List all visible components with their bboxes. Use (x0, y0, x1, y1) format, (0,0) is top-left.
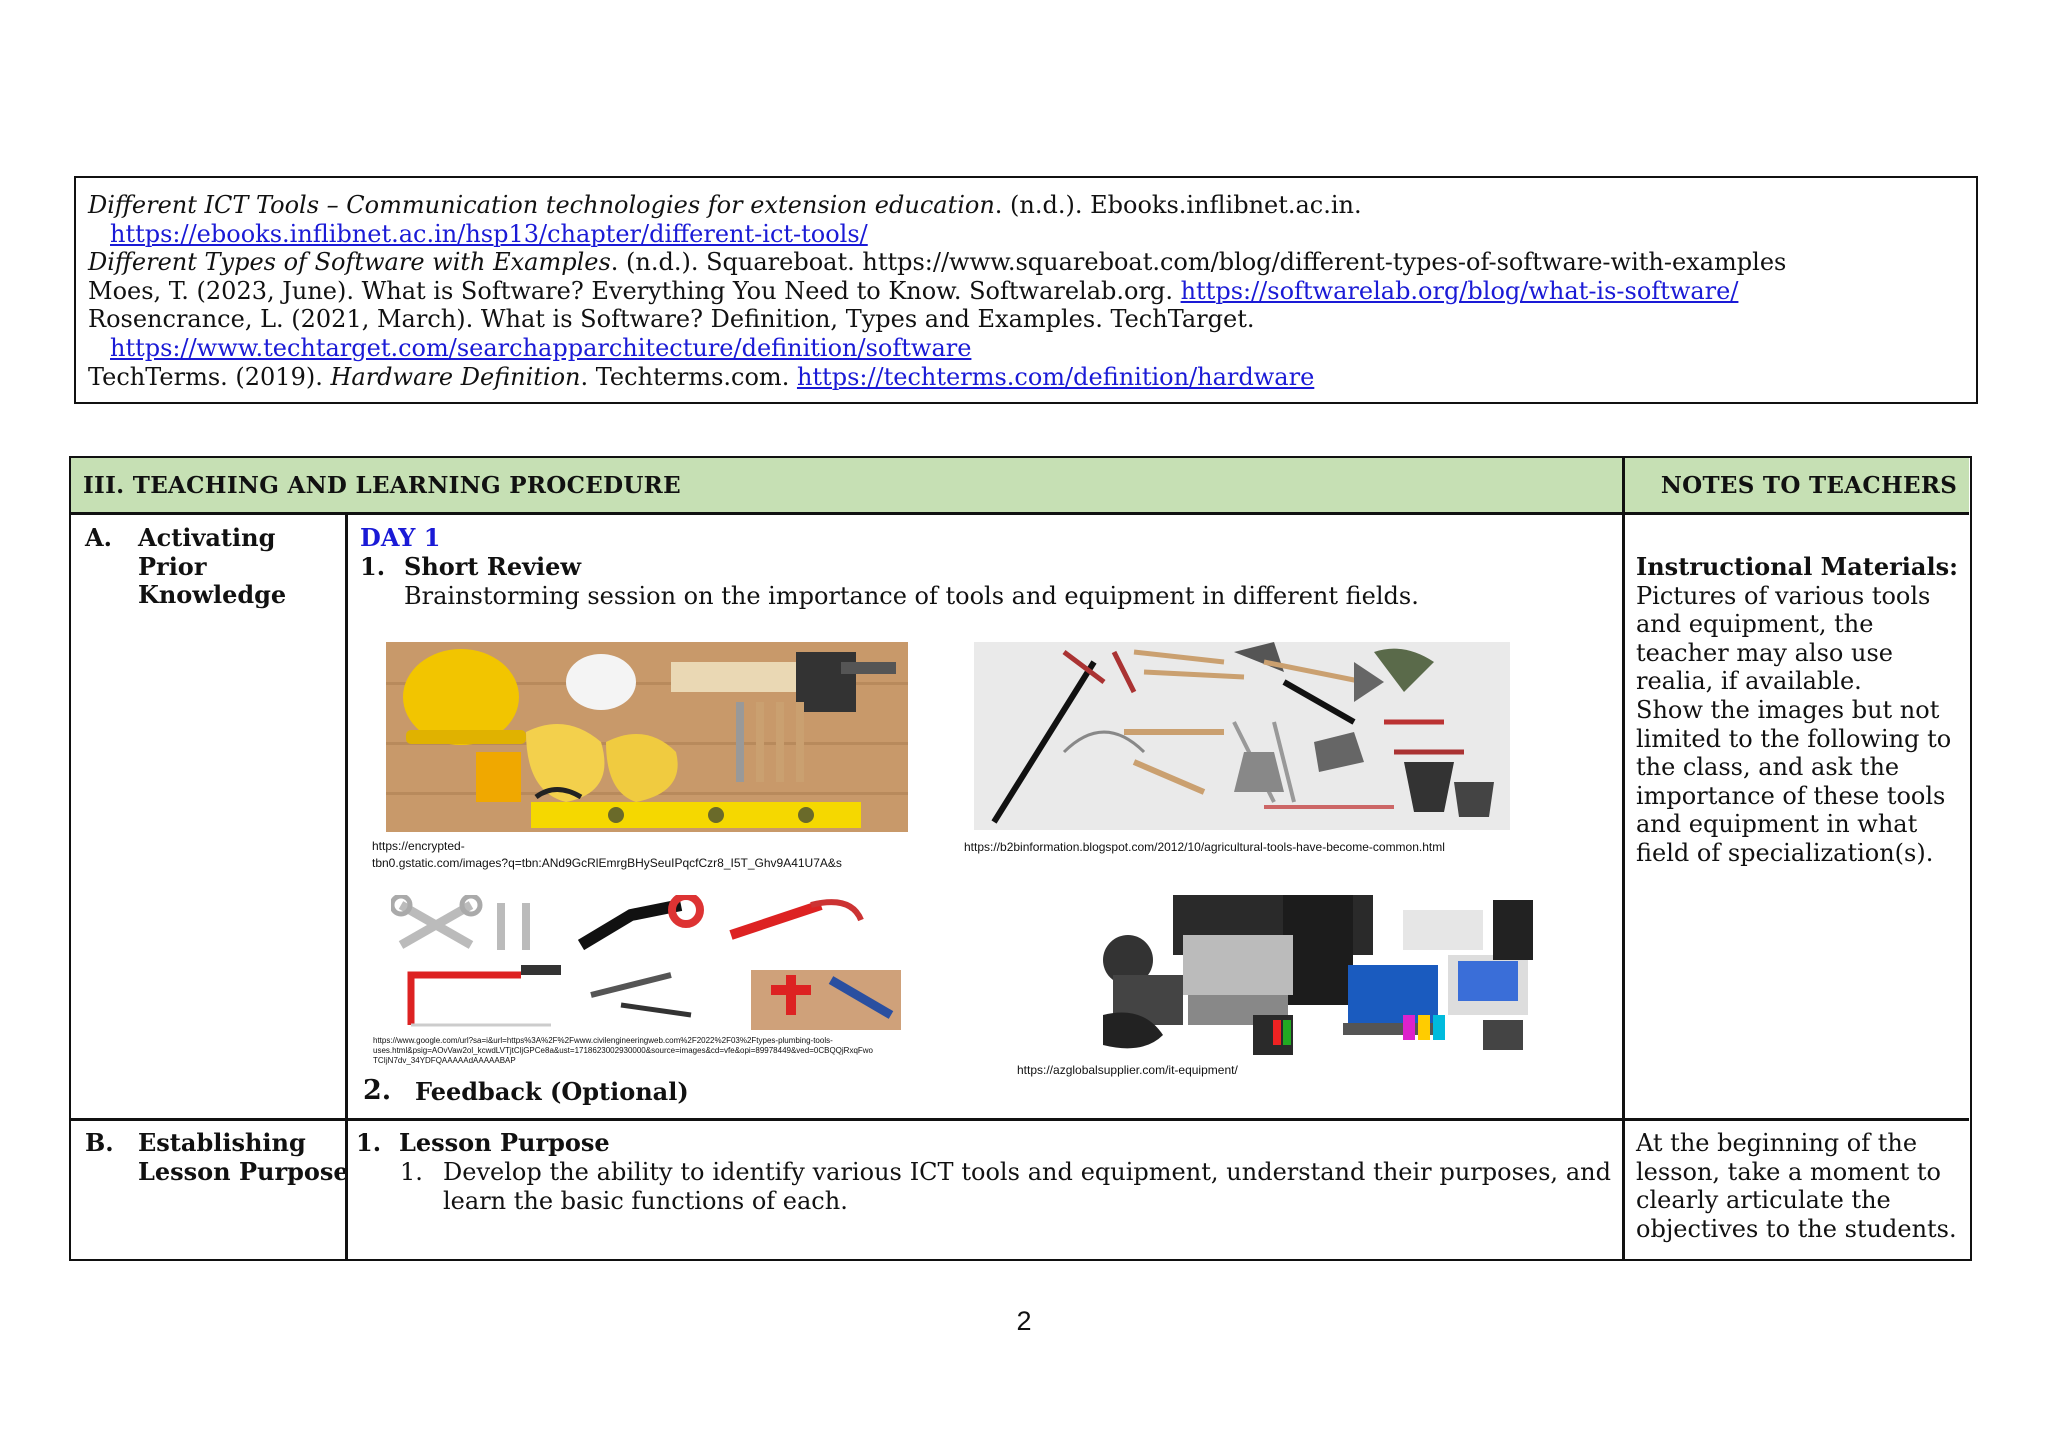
it-equipment-photo (1103, 895, 1543, 1058)
plumbing-tools-illustration (391, 895, 911, 1035)
row-a-label: Activating Prior Knowledge (138, 523, 287, 610)
notes-column-divider (1622, 458, 1625, 1259)
reference-3-link[interactable]: https://softwarelab.org/blog/what-is-software/ (1180, 276, 1739, 305)
row-b-notes: At the beginning of the lesson, take a moment to clearly articulate the objectives to the students. (1636, 1129, 1957, 1243)
item-2-title: Feedback (Optional) (415, 1077, 689, 1106)
it-equipment-illustration (1103, 895, 1543, 1058)
row-divider (71, 1118, 1969, 1121)
header-divider (71, 512, 1969, 515)
page-number: 2 (1016, 1306, 1032, 1336)
row-a-letter: A. (85, 523, 112, 552)
procedure-table (69, 456, 1972, 1261)
plumbing-tools-photo (391, 895, 911, 1035)
construction-tools-illustration (386, 642, 908, 832)
reference-2: Different Types of Software with Examples. (n.d.). Squareboat. https://www.squareboat.com/blog/different-types-of-software-with-examples (88, 248, 1787, 277)
it-equipment-caption: https://azglobalsupplier.com/it-equipment/ (1017, 1063, 1238, 1077)
agricultural-tools-photo (974, 642, 1510, 830)
row-a-notes: Instructional Materials: Pictures of various tools and equipment, the teacher may also use realia, if available. Show the images but not limited to the following to the class, and ask the importance of these tools and equipment in what field of specialization(s). (1636, 553, 1966, 868)
notes-header: NOTES TO TEACHERS (1660, 472, 1958, 499)
reference-5: TechTerms. (2019). Hardware Definition. Techterms.com. https://techterms.com/definition/hardware (88, 362, 1315, 391)
reference-3: Moes, T. (2023, June). What is Software? Everything You Need to Know. Softwarelab.org. https://softwarelab.org/blog/what-is-software/ (88, 276, 1739, 305)
item-2-number: 2. (363, 1075, 392, 1106)
item-1-title: Short Review (404, 552, 582, 581)
plumbing-tools-caption: https://www.google.com/url?sa=i&url=https%3A%2F%2Fwww.civilengineeringweb.com%2F2022%2F03%2Ftypes-plumbing-tools- uses.html&psig=AOvVaw2ol_kcwdLVTjtCljGPCe8a&ust=1718623002930000&source=images&cd=vfe&opi=89978449&ved=0CBQQjRxqFwo TCIjN7dv_34YDFQAAAAAdAAAAABAP (373, 1036, 874, 1065)
construction-tools-caption: https://encrypted- tbn0.gstatic.com/images?q=tbn:ANd9GcRlEmrgBHySeuIPqcfCzr8_I5T_Ghv9A41U7A&s (372, 839, 842, 870)
reference-1-link[interactable]: https://ebooks.inflibnet.ac.in/hsp13/chapter/different-ict-tools/ (110, 219, 868, 248)
agricultural-tools-caption: https://b2binformation.blogspot.com/2012/10/agricultural-tools-have-become-common.html (964, 840, 1445, 854)
reference-5-link[interactable]: https://techterms.com/definition/hardware (796, 362, 1315, 391)
lesson-purpose-objective: Develop the ability to identify various ICT tools and equipment, understand their purposes, and learn the basic functions of each. (443, 1158, 1611, 1215)
item-1-description: Brainstorming session on the importance of tools and equipment in different fields. (404, 582, 1419, 610)
agricultural-tools-illustration (974, 642, 1510, 830)
item-1-number: 1. (360, 552, 386, 581)
lesson-purpose-number: 1. (356, 1128, 382, 1157)
row-b-letter: B. (85, 1128, 114, 1157)
references-box (74, 176, 1978, 404)
day-label: DAY 1 (360, 523, 441, 552)
reference-4: Rosencrance, L. (2021, March). What is Software? Definition, Types and Examples. TechTarget. (88, 305, 1255, 334)
lesson-purpose-title: Lesson Purpose (399, 1128, 610, 1157)
reference-4-link[interactable]: https://www.techtarget.com/searchapparchitecture/definition/software (110, 333, 972, 362)
row-b-label: Establishing Lesson Purpose (138, 1128, 349, 1186)
reference-1: Different ICT Tools – Communication technologies for extension education. (n.d.). Ebooks.inflibnet.ac.in. (88, 191, 1362, 219)
construction-tools-photo (386, 642, 908, 832)
lesson-purpose-sub-number: 1. (400, 1158, 423, 1186)
notes-heading: Instructional Materials: (1636, 552, 1958, 581)
section-title: III. TEACHING AND LEARNING PROCEDURE (83, 472, 681, 499)
